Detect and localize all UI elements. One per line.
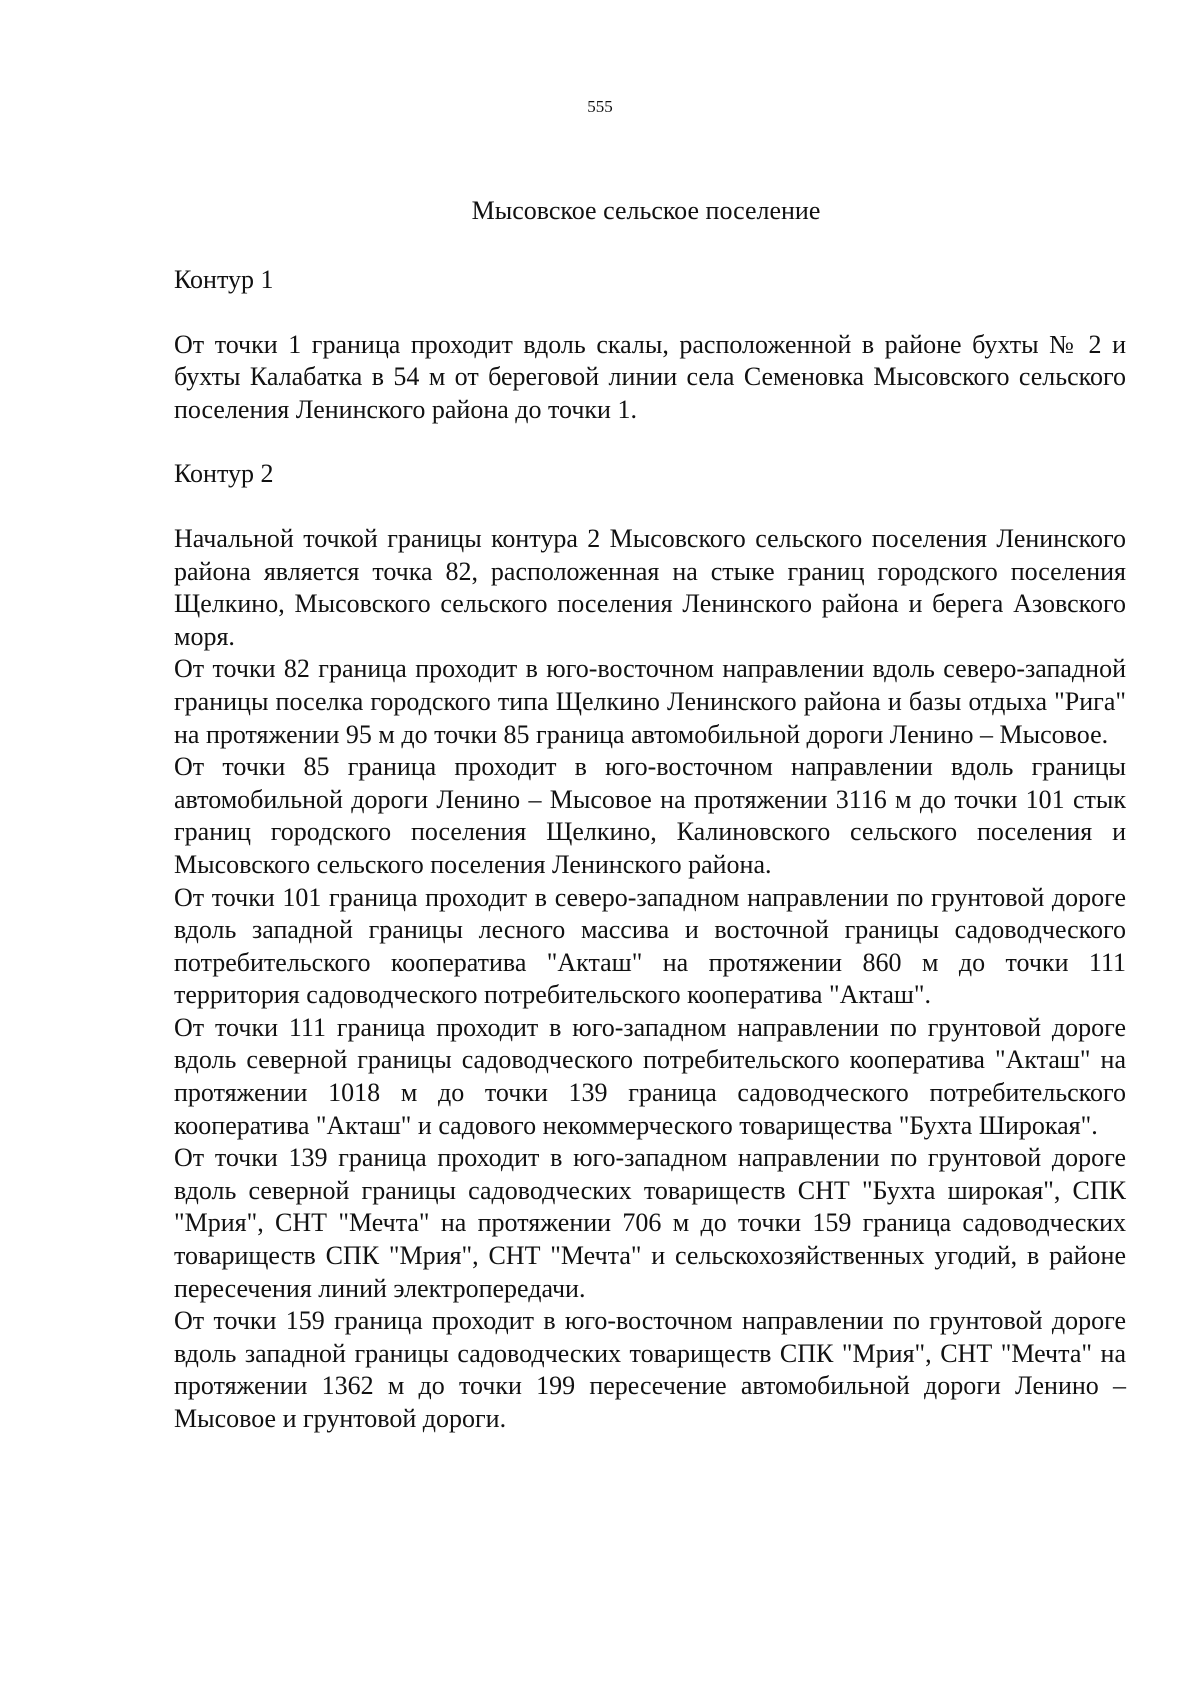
contour-2-paragraph-7: От точки 159 граница проходит в юго-восточном направлении по грунтовой дороге вдоль западной границы садоводческих товариществ СПК "Мрия", СНТ "Мечта" на протяжении 1362 м до точки 199 пересечение автомобильной дороги Ленино – Мысовое и грунтовой дороги. [174, 1306, 1126, 1433]
contour-2-heading: Контур 2 [174, 459, 274, 489]
contour-2-paragraph-3: От точки 85 граница проходит в юго-восточном направлении вдоль границы автомобильной дороги Ленино – Мысовое на протяжении 3116 м до точки 101 стык границ городского поселения Щелкино, Калиновского сельского поселения и Мысовского сельского поселения Ленинского района. [174, 752, 1126, 879]
contour-2-paragraph-5: От точки 111 граница проходит в юго-западном направлении по грунтовой дороге вдоль северной границы садоводческого потребительского кооператива "Акташ" на протяжении 1018 м до точки 139 граница садоводческого потребительского кооператива "Акташ" и садового некоммерческого товарищества "Бухта Широкая". [174, 1012, 1126, 1140]
contour-1-paragraph-1: От точки 1 граница проходит вдоль скалы, расположенной в районе бухты № 2 и бухты Калабатка в 54 м от береговой линии села Семеновка Мысовского сельского поселения Ленинского района до точки 1. [174, 329, 1126, 424]
contour-2-paragraph-2: От точки 82 граница проходит в юго-восточном направлении вдоль северо-западной границы поселка городского типа Щелкино Ленинского района и базы отдыха "Рига" на протяжении 95 м до точки 85 граница автомобильной дороги Ленино – Мысовое. [174, 654, 1126, 749]
document-body [174, 264, 1126, 1436]
contour-2-paragraph-4: От точки 101 граница проходит в северо-западном направлении по грунтовой дороге вдоль западной границы лесного массива и восточной границы садоводческого потребительского кооператива "Акташ" на протяжении 860 м до точки 111 территория садоводческого потребительского кооператива "Акташ". [174, 882, 1126, 1010]
contour-1-heading: Контур 1 [174, 265, 274, 294]
contour-2-paragraph-1: Начальной точкой границы контура 2 Мысовского сельского поселения Ленинского района является точка 82, расположенная на стыке границ городского поселения Щелкино, Мысовского сельского поселения Ленинского района и берега Азовского моря. [174, 523, 1126, 651]
page-title: Мысовское сельское поселение [471, 196, 821, 225]
contour-2-paragraph-6: От точки 139 граница проходит в юго-западном направлении по грунтовой дороге вдоль северной границы садоводческих товариществ СНТ "Бухта широкая", СПК "Мрия", СНТ "Мечта" на протяжении 706 м до точки 159 граница садоводческих товариществ СПК "Мрия", СНТ "Мечта" и сельскохозяйственных угодий, в районе пересечения линий электропередачи. [174, 1143, 1126, 1303]
page-number: 555 [587, 97, 613, 116]
